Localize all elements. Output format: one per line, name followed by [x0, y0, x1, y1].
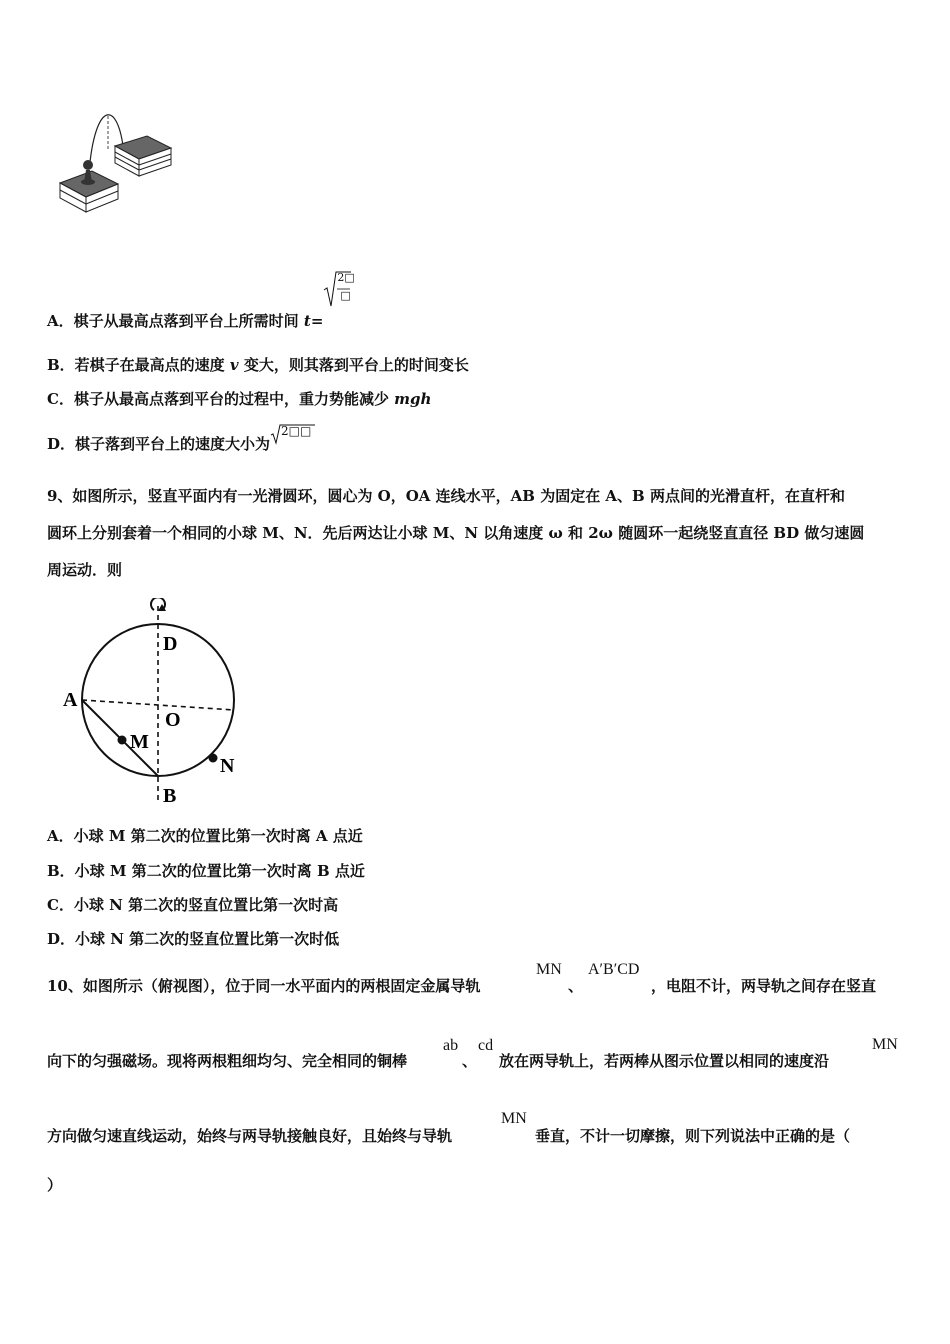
q8-option-a-eq: =	[310, 312, 324, 330]
chess-jump-figure	[55, 110, 180, 215]
q8-option-c-var: mgh	[394, 390, 432, 408]
q9-stem-line-2: 圆环上分别套着一个相同的小球 M、N．先后两达让小球 M、N 以角速度 ω 和 2ω 随圆环一起绕竖直直径 BD 做匀速圆	[47, 524, 865, 542]
q9-option-c: C．小球 N 第二次的竖直位置比第一次时高	[47, 896, 339, 914]
q10-line-4: ）	[47, 1176, 63, 1194]
q9-stem-line-1: 9、如图所示，竖直平面内有一光滑圆环，圆心为 O，OA 连线水平，AB 为固定在 A、B 两点间的光滑直杆，在直杆和	[47, 487, 845, 505]
q10-line-1a: 10、如图所示（俯视图），位于同一水平面内的两根固定金属导轨	[47, 977, 481, 995]
q10-line-3b: 垂直，不计一切摩擦，则下列说法中正确的是（	[535, 1127, 851, 1145]
q8-option-d	[47, 424, 316, 454]
q8-option-d-text: D．棋子落到平台上的速度大小为	[47, 435, 271, 453]
q8-option-b-text-1: B．若棋子在最高点的速度	[47, 356, 230, 374]
q8-option-c-text: C．棋子从最高点落到平台的过程中，重力势能减少	[47, 390, 395, 408]
q10-symbol-abcd: A′B′CD	[588, 961, 640, 978]
q8-option-b	[47, 354, 469, 375]
ring-rod-figure	[55, 598, 255, 808]
label-m: M	[130, 731, 149, 753]
q10-line-2a: 向下的匀强磁场。现将两根粗细均匀、完全相同的铜棒	[47, 1052, 408, 1070]
q10-symbol-ab: ab	[443, 1037, 459, 1054]
q8-option-a-sqrt-bottom: □	[340, 289, 351, 302]
q10-symbol-cd: cd	[478, 1037, 494, 1054]
label-o: O	[165, 709, 181, 731]
upper-platform	[115, 136, 171, 176]
q8-option-a	[47, 271, 355, 331]
q8-option-a-var: t	[303, 312, 311, 330]
q10-line-1b: ，电阻不计，两导轨之间存在竖直	[651, 977, 877, 995]
q10-line-2b: 放在两导轨上，若两棒从图示位置以相同的速度沿	[499, 1052, 830, 1070]
q9-stem-line-3: 周运动．则	[47, 561, 123, 579]
q8-option-d-sqrt-content: 2□□	[281, 424, 312, 438]
label-a: A	[63, 689, 78, 711]
label-d: D	[163, 633, 178, 655]
q8-option-b-text-2: 变大，则其落到平台上的时间变长	[238, 356, 469, 374]
ball-m	[118, 736, 127, 745]
label-b: B	[163, 785, 177, 807]
q9-option-a: A．小球 M 第二次的位置比第一次时离 A 点近	[47, 827, 363, 845]
q8-option-a-text: A．棋子从最高点落到平台上所需时间	[47, 312, 304, 330]
q10-separator-2: 、	[462, 1052, 478, 1070]
label-n: N	[220, 755, 235, 777]
q10-symbol-mn-3: MN	[501, 1110, 527, 1127]
q9-option-b: B．小球 M 第二次的位置比第一次时离 B 点近	[47, 862, 365, 880]
q8-option-d-sqrt	[270, 424, 316, 447]
q8-option-b-var: v	[229, 356, 239, 374]
q10-line-3a: 方向做匀速直线运动，始终与两导轨接触良好，且始终与导轨	[47, 1127, 453, 1145]
q8-option-a-sqrt	[323, 271, 355, 330]
ball-n	[209, 754, 218, 763]
q10-symbol-mn-1: MN	[536, 961, 562, 978]
q10-symbol-mn-2: MN	[872, 1036, 898, 1053]
q8-option-a-sqrt-top: 2□	[337, 271, 355, 284]
q10-separator-1: 、	[568, 977, 584, 995]
q8-option-c	[47, 388, 431, 409]
q9-option-d: D．小球 N 第二次的竖直位置比第一次时低	[47, 930, 340, 948]
